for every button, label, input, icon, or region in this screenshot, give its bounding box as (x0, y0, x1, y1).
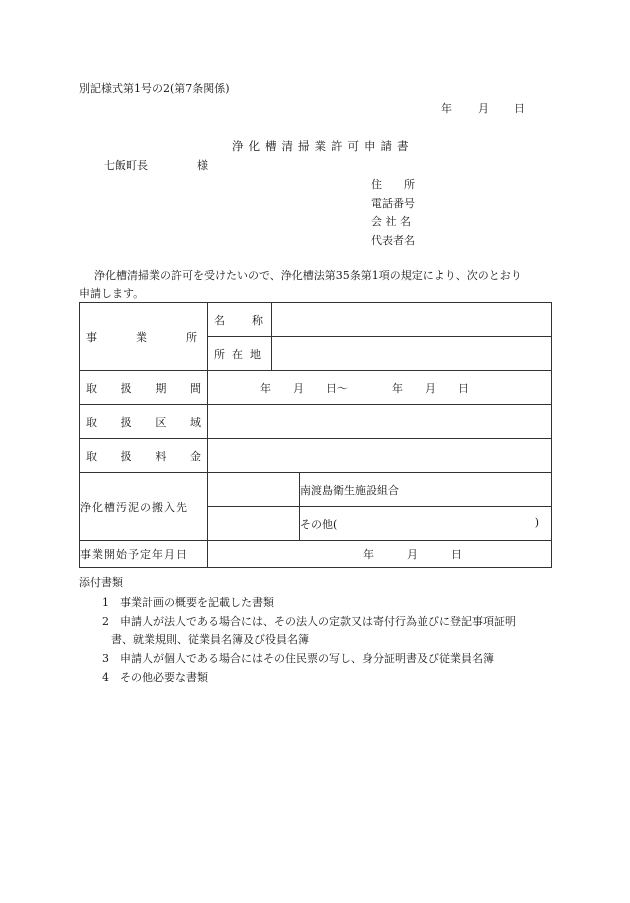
area-label-char: 域 (189, 415, 201, 429)
body-text-line1: 浄化槽清掃業の許可を受けたいので、浄化槽法第35条第1項の規定により、次のとおり (94, 269, 522, 282)
sludge-option-2-close: ) (534, 515, 539, 529)
applicant-phone-label: 電話番号 (371, 197, 415, 210)
table-row (80, 303, 552, 337)
sludge-label-text: 浄化槽汚泥の搬入先 (80, 500, 188, 514)
sludge-option-1 (300, 473, 552, 507)
table-row (80, 541, 552, 568)
date-day-label: 日 (514, 102, 525, 115)
fee-label-char: 扱 (120, 449, 132, 463)
attachment-item-3: 3 申請人が個人である場合にはその住民票の写し、身分証明書及び従業員名簿 (102, 652, 494, 665)
document-title: 浄化槽清掃業許可申請書 (232, 139, 414, 153)
applicant-company-label: 会 社 名 (371, 215, 411, 228)
form-number: 別記様式第1号の2(第7条関係) (79, 82, 230, 95)
area-label-char: 扱 (120, 415, 132, 429)
period-label-char: 間 (189, 381, 201, 395)
area-label (80, 405, 208, 439)
period-field[interactable] (208, 371, 552, 405)
applicant-representative-label: 代表者名 (371, 234, 415, 247)
area-label-char: 区 (155, 415, 167, 429)
attachment-item-4: 4 その他必要な書類 (102, 671, 208, 684)
sludge-option-1-text: 南渡島衛生施設組合 (300, 483, 399, 497)
table-row (80, 405, 552, 439)
office-label-char: 事 (86, 330, 97, 344)
fee-label-char: 金 (189, 449, 201, 463)
office-address-field[interactable] (272, 337, 552, 371)
attachments-heading: 添付書類 (79, 576, 123, 589)
start-date-label-text: 事業開始予定年月日 (80, 548, 188, 561)
period-value: 年 月 日〜 年 月 日 (260, 381, 469, 395)
sludge-label (80, 473, 208, 541)
start-date-field[interactable] (208, 541, 552, 568)
office-address-char: 地 (250, 347, 261, 361)
start-date-label (80, 541, 208, 568)
start-date-value: 年 月 日 (363, 548, 462, 561)
office-label-char: 業 (136, 330, 147, 344)
addressee-name: 七飯町長 (104, 159, 148, 172)
office-address-char: 在 (232, 347, 243, 361)
period-label-char: 取 (86, 381, 97, 395)
fee-label-char: 取 (86, 449, 97, 463)
office-address-char: 所 (214, 347, 225, 361)
office-label-char: 所 (186, 330, 197, 344)
date-year-label: 年 (441, 102, 452, 115)
area-field[interactable] (208, 405, 552, 439)
sludge-option-2-open: その他( (300, 517, 338, 531)
attachment-item-2-cont: 書、就業規則、従業員名簿及び役員名簿 (111, 633, 309, 646)
sludge-checkbox-2[interactable] (208, 507, 300, 541)
fee-field[interactable] (208, 439, 552, 473)
date-month-label: 月 (478, 102, 489, 115)
office-name-char: 称 (252, 313, 263, 327)
sludge-option-2[interactable] (300, 507, 552, 541)
office-name-label (208, 303, 272, 337)
table-row (80, 371, 552, 405)
application-table (79, 302, 552, 568)
attachment-item-2: 2 申請人が法人である場合には、その法人の定款又は寄付行為並びに登記事項証明 (102, 615, 516, 628)
office-name-char: 名 (214, 313, 225, 327)
office-label (80, 303, 208, 371)
office-address-label (208, 337, 272, 371)
office-name-field[interactable] (272, 303, 552, 337)
attachment-item-1: 1 事業計画の概要を記載した書類 (102, 596, 274, 609)
sludge-checkbox-1[interactable] (208, 473, 300, 507)
period-label-char: 扱 (120, 381, 132, 395)
table-row (80, 473, 552, 507)
area-label-char: 取 (86, 415, 97, 429)
addressee-honorific: 様 (197, 159, 208, 172)
period-label (80, 371, 208, 405)
fee-label-char: 料 (155, 449, 167, 463)
body-text-line2: 申請します。 (79, 287, 145, 300)
applicant-address-label: 住 所 (371, 178, 415, 191)
table-row (80, 439, 552, 473)
fee-label (80, 439, 208, 473)
period-label-char: 期 (155, 381, 167, 395)
